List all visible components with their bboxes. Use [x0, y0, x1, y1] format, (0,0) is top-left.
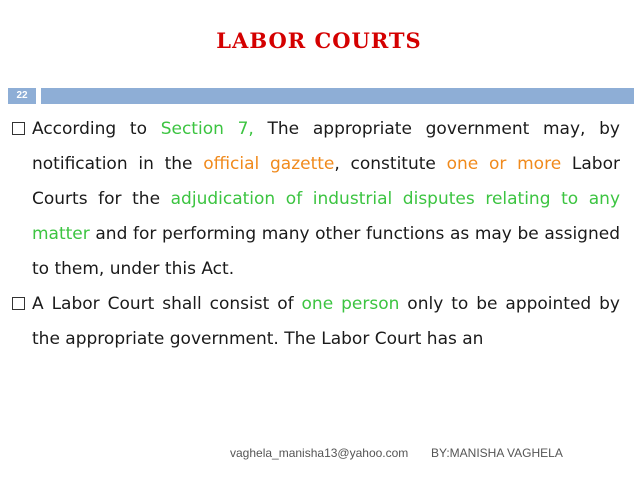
text-segment: A Labor Court shall consist of — [32, 294, 302, 314]
slide-content — [0, 112, 638, 357]
text-segment: , constitute — [334, 154, 447, 174]
bullet-item — [12, 287, 622, 357]
highlight-segment: Section 7, — [160, 119, 254, 139]
text-segment: The appropriate government may, by notification in the — [32, 119, 620, 174]
slide-number: 22 — [8, 88, 36, 104]
square-bullet-icon — [12, 297, 25, 310]
highlight-segment: one person — [301, 294, 400, 314]
text-segment: only to be appointed by the appropriate government. The Labor Court has an — [32, 294, 620, 349]
text-segment: and for performing many other functions as may be assigned to them, under this Act. — [32, 224, 620, 279]
footer-author: BY:MANISHA VAGHELA — [431, 446, 563, 460]
footer-email: vaghela_manisha13@yahoo.com — [230, 446, 409, 460]
header-band — [41, 88, 634, 104]
bullet-text — [32, 112, 620, 287]
bullet-text — [32, 287, 620, 357]
highlight-segment: official gazette — [203, 154, 335, 174]
bullet-item — [12, 112, 622, 287]
highlight-segment: one or more — [446, 154, 562, 174]
square-bullet-icon — [12, 122, 25, 135]
text-segment: Labor Courts for the — [32, 154, 620, 209]
highlight-segment: adjudication of industrial disputes relating to any matter — [32, 189, 621, 244]
slide-title: LABOR COURTS — [216, 28, 422, 53]
text-segment: According to — [32, 119, 161, 139]
